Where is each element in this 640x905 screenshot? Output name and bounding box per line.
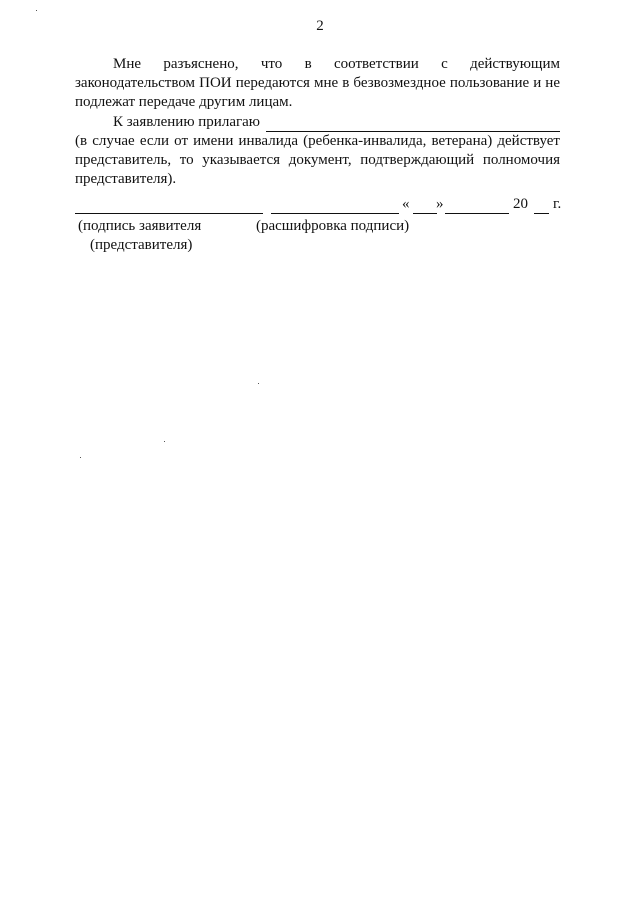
signature-line	[75, 212, 263, 214]
attachments-paragraph	[75, 113, 560, 189]
date-quote-open: «	[402, 196, 410, 212]
attachments-note: (в случае если от имени инвалида (ребенка-инвалида, ветерана) действует представитель, то указывается документ, подтверждающий полномочия представителя).	[75, 133, 560, 187]
caption-signature: (подпись заявителя	[78, 218, 202, 234]
date-year-suffix: г.	[553, 196, 562, 212]
attachments-fill-line	[266, 117, 560, 132]
clarification-rest: законодательством ПОИ передаются мне в безвозмездное пользование и не подлежат передаче другим лицам.	[75, 75, 560, 110]
date-quote-close: »	[436, 196, 444, 212]
clarification-paragraph	[75, 55, 560, 112]
caption-signature-decode: (расшифровка подписи)	[256, 218, 410, 234]
scan-speck	[258, 383, 259, 384]
clarification-first-line: Мне разъяснено, что в соответствии с действующим	[113, 56, 560, 72]
attachments-line	[75, 113, 560, 132]
signature-row	[75, 197, 560, 217]
date-year-prefix: 20	[513, 196, 528, 212]
scan-speck	[80, 457, 81, 458]
page-number: 2	[316, 18, 324, 34]
date-year-line	[534, 212, 549, 214]
signature-decode-line	[271, 212, 399, 214]
scan-speck	[164, 441, 165, 442]
date-month-line	[445, 212, 509, 214]
attachments-lead: К заявлению прилагаю	[113, 114, 260, 130]
scan-speck	[36, 10, 37, 11]
caption-representative: (представителя)	[90, 237, 193, 253]
date-day-line	[413, 212, 437, 214]
